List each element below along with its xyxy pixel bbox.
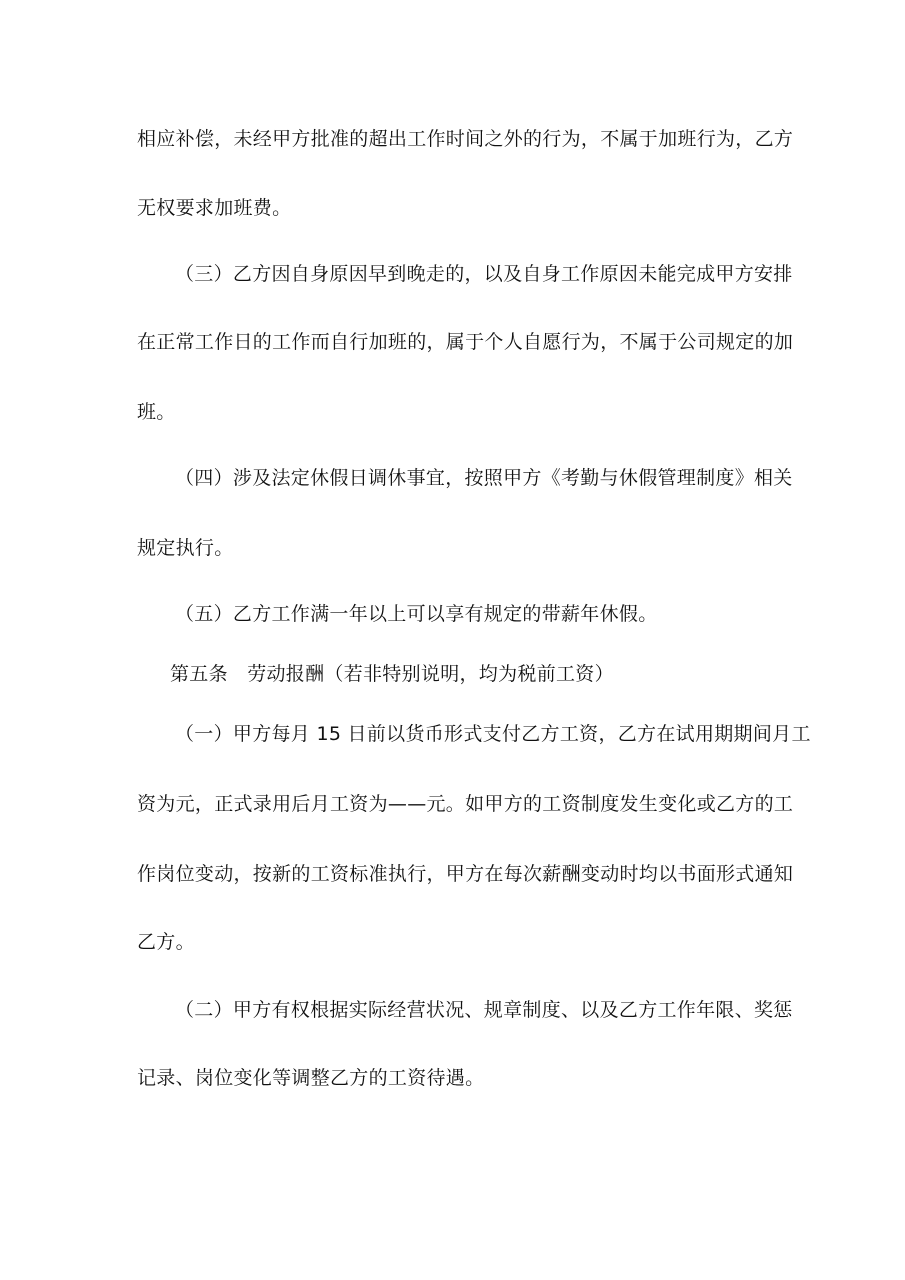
body-text-line: 班。 bbox=[137, 401, 176, 423]
body-text-line: 无权要求加班费。 bbox=[137, 197, 292, 219]
article-5-heading: 第五条 劳动报酬（若非特别说明，均为税前工资） bbox=[170, 663, 614, 685]
body-text-line: 作岗位变动，按新的工资标准执行，甲方在每次薪酬变动时均以书面形式通知 bbox=[137, 863, 794, 885]
body-text-line: 资为元，正式录用后月工资为——元。如甲方的工资制度发生变化或乙方的工 bbox=[137, 793, 794, 815]
salary-clause-2-line: （二）甲方有权根据实际经营状况、规章制度、以及乙方工作年限、奖惩 bbox=[175, 999, 793, 1021]
body-text-line: 规定执行。 bbox=[137, 537, 234, 559]
clause-4-line: （四）涉及法定休假日调休事宜，按照甲方《考勤与休假管理制度》相关 bbox=[175, 467, 793, 489]
salary-clause-1-line: （一）甲方每月 15 日前以货币形式支付乙方工资，乙方在试用期期间月工 bbox=[175, 723, 811, 745]
body-text-line: 记录、岗位变化等调整乙方的工资待遇。 bbox=[137, 1067, 485, 1089]
clause-3-line: （三）乙方因自身原因早到晚走的，以及自身工作原因未能完成甲方安排 bbox=[175, 263, 793, 285]
clause-5-line: （五）乙方工作满一年以上可以享有规定的带薪年休假。 bbox=[175, 603, 658, 625]
body-text-line: 乙方。 bbox=[137, 931, 195, 953]
body-text-line: 相应补偿，未经甲方批准的超出工作时间之外的行为，不属于加班行为，乙方 bbox=[137, 128, 794, 150]
body-text-line: 在正常工作日的工作而自行加班的，属于个人自愿行为，不属于公司规定的加 bbox=[137, 331, 794, 353]
